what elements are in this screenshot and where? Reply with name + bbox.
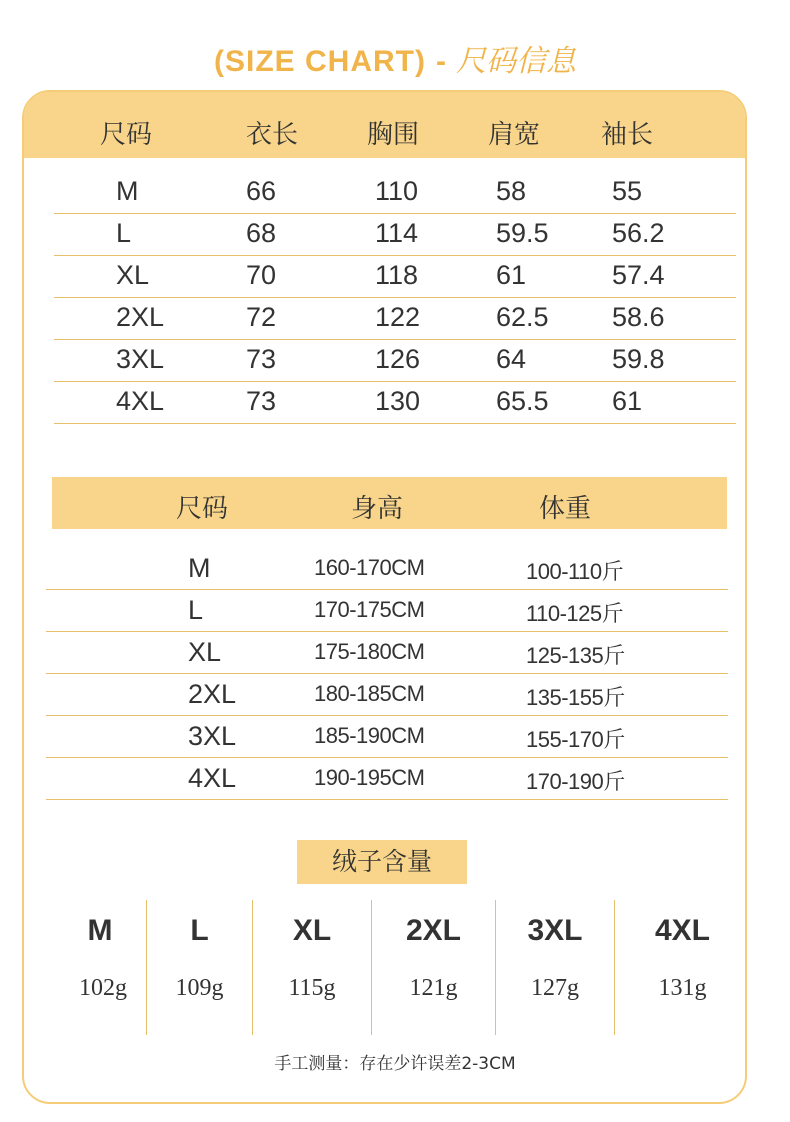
table1-cell-size: L xyxy=(116,218,132,248)
table2-cell-weight: 135-155斤 xyxy=(526,685,625,710)
table2-cell-weight: 125-135斤 xyxy=(526,643,625,668)
table2-cell-weight: 100-110斤 xyxy=(526,559,624,584)
table1-cell-sleeve: 58.6 xyxy=(612,302,665,332)
measurement-note: 手工测量：存在少许误差2-3CM xyxy=(274,1054,516,1074)
fill-item-weight: 121g xyxy=(409,975,458,1001)
table1-cell-shoulder: 62.5 xyxy=(496,302,549,332)
fill-item xyxy=(253,900,371,1035)
fill-item xyxy=(147,900,252,1035)
table1-header-chest: 胸围 xyxy=(367,120,420,150)
page-title xyxy=(0,36,790,80)
table2-cell-height: 175-180CM xyxy=(314,639,425,664)
table2-row xyxy=(46,632,728,674)
table2-row xyxy=(46,674,728,716)
table2-header-height: 身高 xyxy=(351,494,404,524)
table1-row xyxy=(54,214,736,256)
table2-cell-height: 170-175CM xyxy=(314,597,425,622)
table2-cell-size: XL xyxy=(188,637,222,667)
table1-cell-chest: 126 xyxy=(375,344,421,374)
table1-row xyxy=(54,256,736,298)
table2-cell-size: 2XL xyxy=(188,679,237,709)
fill-item-weight: 131g xyxy=(658,975,707,1001)
table2-cell-size: 3XL xyxy=(188,721,237,751)
table1-cell-shoulder: 61 xyxy=(496,260,527,290)
table1-cell-shoulder: 65.5 xyxy=(496,386,549,416)
table1-cell-chest: 122 xyxy=(375,302,421,332)
table2-header xyxy=(52,477,727,529)
table1-cell-size: 4XL xyxy=(116,386,165,416)
table1-row xyxy=(54,298,736,340)
table1-cell-size: 2XL xyxy=(116,302,165,332)
fill-item-size: 4XL xyxy=(654,914,711,947)
table1-cell-size: XL xyxy=(116,260,150,290)
table1-cell-length: 73 xyxy=(246,344,277,374)
fill-content-label: 绒子含量 xyxy=(297,840,467,884)
table2-cell-weight: 170-190斤 xyxy=(526,769,625,794)
table1-header-length: 衣长 xyxy=(246,120,299,150)
table1-cell-length: 72 xyxy=(246,302,277,332)
fill-item-size: XL xyxy=(292,914,332,947)
table1-cell-sleeve: 61 xyxy=(612,386,643,416)
table1-cell-chest: 130 xyxy=(375,386,421,416)
fill-item-weight: 115g xyxy=(288,975,336,1001)
fill-item-size: M xyxy=(87,914,113,947)
fill-item-size: 3XL xyxy=(527,914,583,947)
title-english: (SIZE CHART) xyxy=(214,45,426,78)
fill-item-size: L xyxy=(190,914,209,947)
table2-cell-size: M xyxy=(188,553,211,583)
table1-cell-sleeve: 59.8 xyxy=(612,344,665,374)
table1-header xyxy=(24,92,745,158)
table2-header-weight: 体重 xyxy=(539,494,592,524)
table1-row xyxy=(54,172,736,214)
table1-cell-shoulder: 58 xyxy=(496,176,527,206)
table2-cell-height: 160-170CM xyxy=(314,555,425,580)
fill-item xyxy=(496,900,614,1035)
table1-cell-length: 68 xyxy=(246,218,277,248)
table2-row xyxy=(46,716,728,758)
table1-cell-length: 70 xyxy=(246,260,277,290)
table2-row xyxy=(46,758,728,800)
table2-cell-size: 4XL xyxy=(188,763,237,793)
table2-cell-weight: 155-170斤 xyxy=(526,727,625,752)
table2-cell-size: L xyxy=(188,595,204,625)
table2-row xyxy=(46,590,728,632)
table1-cell-sleeve: 56.2 xyxy=(612,218,665,248)
table2-cell-height: 185-190CM xyxy=(314,723,425,748)
table1-header-shoulder: 肩宽 xyxy=(488,120,541,150)
table1-cell-chest: 118 xyxy=(375,260,419,290)
table1-cell-size: 3XL xyxy=(116,344,165,374)
table1-cell-chest: 114 xyxy=(375,218,419,248)
fill-item xyxy=(55,900,145,1035)
table1-header-size: 尺码 xyxy=(100,120,153,150)
table1-cell-size: M xyxy=(116,176,139,206)
table1-row xyxy=(54,382,736,424)
table1-cell-sleeve: 55 xyxy=(612,176,643,206)
fill-item xyxy=(372,900,495,1035)
table2-header-size: 尺码 xyxy=(176,494,229,524)
table1-cell-length: 66 xyxy=(246,176,277,206)
table1-cell-length: 73 xyxy=(246,386,277,416)
fill-item-weight: 127g xyxy=(531,975,579,1001)
title-separator: - xyxy=(435,45,446,78)
table1-header-sleeve: 袖长 xyxy=(601,120,654,150)
table1-row xyxy=(54,340,736,382)
table2-cell-height: 180-185CM xyxy=(314,681,425,706)
fill-item-weight: 109g xyxy=(175,975,224,1001)
fill-item-size: 2XL xyxy=(405,914,462,947)
table2-cell-height: 190-195CM xyxy=(314,765,425,790)
table2-cell-weight: 110-125斤 xyxy=(526,601,624,626)
fill-item xyxy=(615,900,750,1035)
table1-cell-shoulder: 64 xyxy=(496,344,527,374)
fill-item-weight: 102g xyxy=(79,975,127,1001)
table1-cell-shoulder: 59.5 xyxy=(496,218,549,248)
table1-cell-chest: 110 xyxy=(375,176,419,206)
table1-cell-sleeve: 57.4 xyxy=(612,260,665,290)
title-chinese: 尺码信息 xyxy=(455,44,576,79)
table2-row xyxy=(46,548,728,590)
